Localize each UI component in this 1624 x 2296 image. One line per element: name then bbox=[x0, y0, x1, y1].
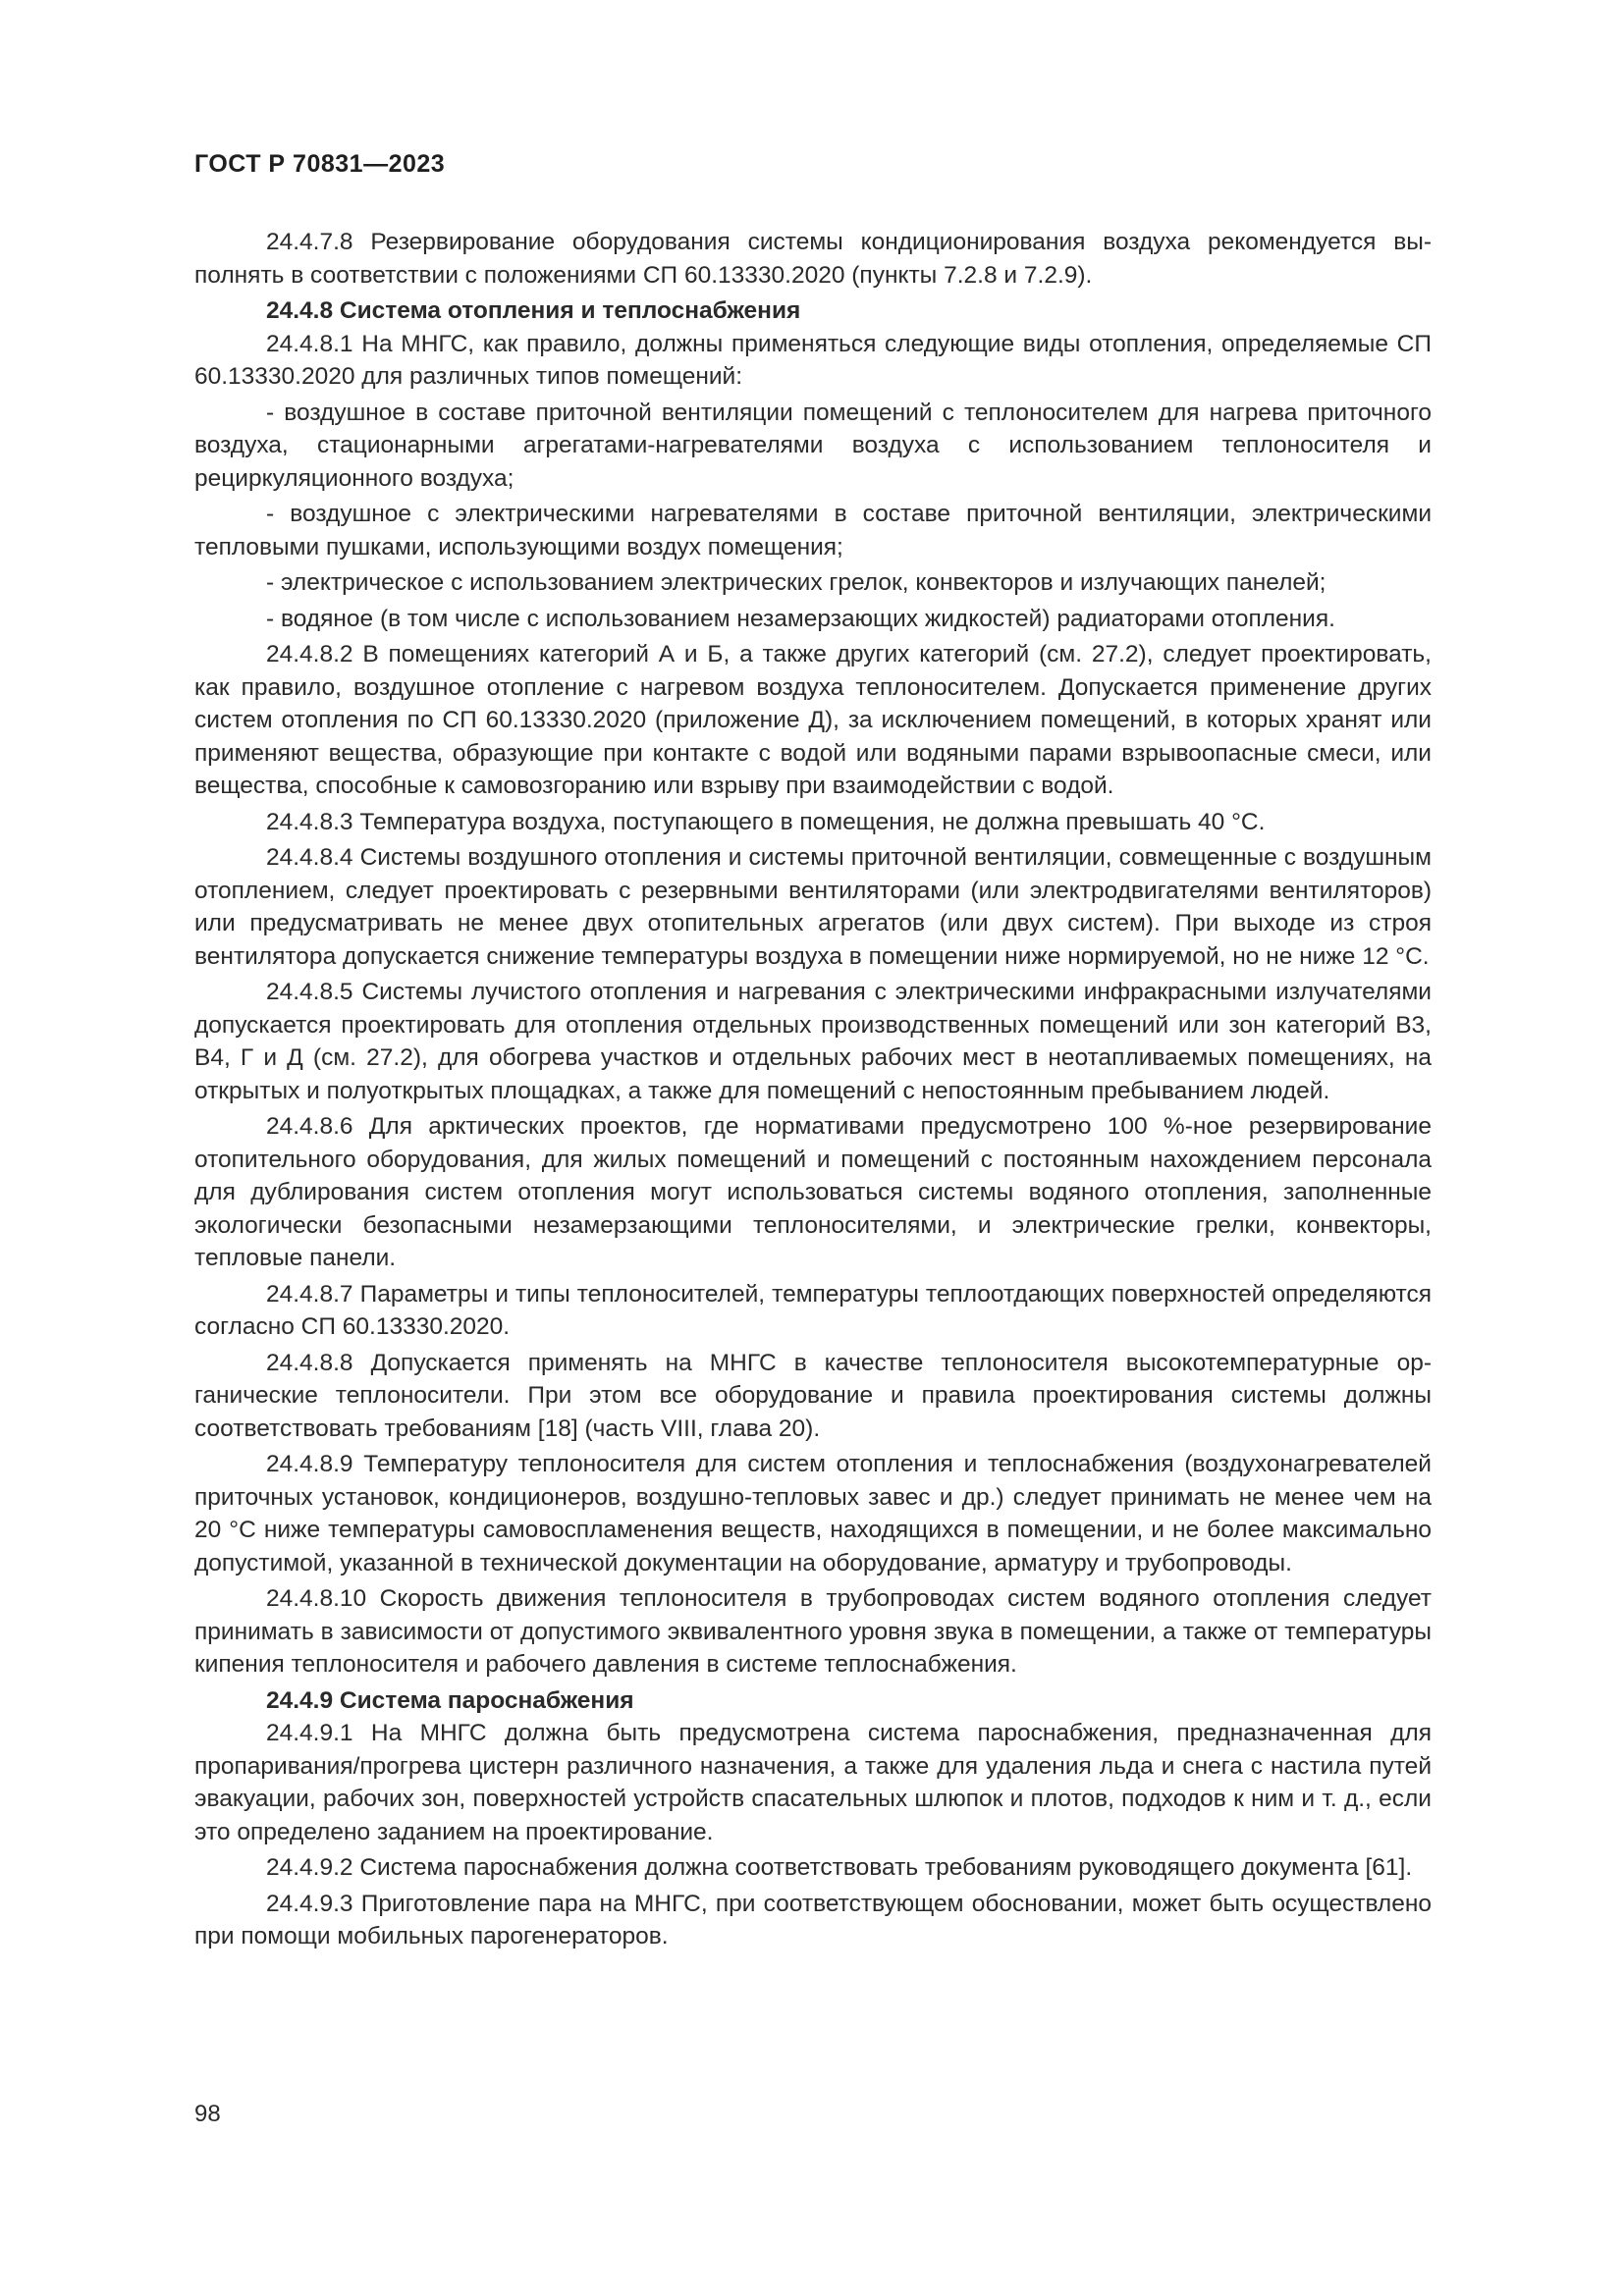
list-item-heating-air-electric: - воздушное с электрическими нагревателями в составе приточной вентиляции, электрическими тепловыми пушками, использующими воздух помещения; bbox=[194, 501, 1432, 561]
paragraph-24-4-9-3: 24.4.9.3 Приготовление пара на МНГС, при соответствующем обосновании, может быть осуществлено при помощи мобильных парогенераторов. bbox=[194, 1890, 1432, 1949]
page-number: 98 bbox=[194, 2101, 221, 2127]
paragraph-24-4-7-8: 24.4.7.8 Резервирование оборудования системы кондиционирования воздуха рекомендуется выполнять в соответствии с положениями СП 60.13330.2020 (пункты 7.2.8 и 7.2.9). bbox=[194, 229, 1432, 289]
paragraph-24-4-8-7: 24.4.8.7 Параметры и типы теплоносителей, температуры теплоотдающих поверхностей определяются согласно СП 60.13330.2020. bbox=[194, 1280, 1432, 1340]
paragraph-24-4-8-10: 24.4.8.10 Скорость движения теплоносителя в трубопроводах систем водяного отопления следует принимать в зависимости от допустимого эквивалентного уровня звука в помещении, а также от температуры кипения теплоносителя и рабочего давления в системе теплоснабжения. bbox=[194, 1585, 1432, 1678]
paragraph-24-4-9-1: 24.4.9.1 На МНГС должна быть предусмотрена система пароснабжения, предназначенная для пропаривания/прогрева цистерн различного назначения, а также для удаления льда и снега с настила путей эвакуации, рабочих зон, поверхностей устройств спасательных шлюпок и плотов, подходов к ним и т. д., если это определено заданием на проектирование. bbox=[194, 1720, 1432, 1845]
paragraph-24-4-8-8: 24.4.8.8 Допускается применять на МНГС в качестве теплоносителя высокотемпературные органические теплоносители. При этом все оборудование и правила проектирования системы должны соответствовать требованиям [18] (часть VIII, глава 20). bbox=[194, 1349, 1432, 1442]
section-heading-24-4-9: 24.4.9 Система пароснабжения bbox=[266, 1686, 634, 1714]
list-item-heating-electric: - электрическое с использованием электрических грелок, конвекторов и излучающих панелей; bbox=[266, 569, 1326, 596]
paragraph-24-4-8-4: 24.4.8.4 Системы воздушного отопления и системы приточной вентиляции, совмещенные с воздушным отоплением, следует проектировать с резервными вентиляторами (или электродвигателями вентиляторов) или предусматривать не менее двух отопительных агрегатов (или двух систем). При выходе из строя вентилятора допускается снижение температуры воздуха в помещении ниже нормируемой, но не ниже 12 °С. bbox=[194, 844, 1432, 970]
paragraph-24-4-8-9: 24.4.8.9 Температуру теплоносителя для систем отопления и теплоснабжения (воздухонагревателей приточных установок, кондиционеров, воздушно-тепловых завес и др.) следует принимать не менее чем на 20 °С ниже температуры самовоспламенения веществ, находящихся в помещении, и не более максимально допустимой, указанной в технической документации на оборудование, арматуру и трубопроводы. bbox=[194, 1451, 1432, 1576]
document-body bbox=[194, 226, 1432, 1956]
list-item-heating-water: - водяное (в том числе с использованием незамерзающих жидкостей) радиаторами отопления. bbox=[266, 605, 1335, 632]
paragraph-24-4-9-2: 24.4.9.2 Система пароснабжения должна соответствовать требованиям руководящего документа [61]. bbox=[266, 1854, 1413, 1881]
paragraph-24-4-8-2: 24.4.8.2 В помещениях категорий А и Б, а также других категорий (см. 27.2), следует проектировать, как правило, воздушное отопление с нагревом воздуха теплоносителем. Допускается применение других систем отопления по СП 60.13330.2020 (приложение Д), за исключением помещений, в которых хранят или применяют вещества, образующие при контакте с водой или водяными парами взрывоопасные смеси, или вещества, способные к самовозгоранию или взрыву при взаимодействии с водой. bbox=[194, 641, 1432, 799]
paragraph-24-4-8-5: 24.4.8.5 Системы лучистого отопления и нагревания с электрическими инфракрасными излучателями допускается проектировать для отопления отдельных производственных помещений или зон категорий В3, В4, Г и Д (см. 27.2), для обогрева участков и отдельных рабочих мест в неотапливаемых помещениях, на открытых и полуоткрытых площадках, а также для помещений с непостоянным пребыванием людей. bbox=[194, 979, 1432, 1104]
paragraph-24-4-8-6: 24.4.8.6 Для арктических проектов, где нормативами предусмотрено 100 %-ное резервирование отопительного оборудования, для жилых помещений и помещений с постоянным нахождением персонала для дублирования систем отопления могут использоваться системы водяного отопления, заполненные экологически безопасными незамерзающими теплоносителями, и электрические грелки, конвекторы, тепловые панели. bbox=[194, 1113, 1432, 1271]
paragraph-24-4-8-3: 24.4.8.3 Температура воздуха, поступающего в помещения, не должна превышать 40 °С. bbox=[266, 808, 1266, 835]
document-header: ГОСТ Р 70831—2023 bbox=[194, 150, 446, 178]
paragraph-24-4-8-1: 24.4.8.1 На МНГС, как правило, должны применяться следующие виды отопления, определяемые СП 60.13330.2020 для различных типов помещений: bbox=[194, 330, 1432, 390]
list-item-heating-air-supply: - воздушное в составе приточной вентиляции помещений с теплоносителем для нагрева приточного воздуха, стационарными агрегатами-нагревателями воздуха с использованием теплоносителя и рециркуляционного воздуха; bbox=[194, 399, 1432, 492]
section-heading-24-4-8: 24.4.8 Система отопления и теплоснабжения bbox=[266, 297, 801, 324]
